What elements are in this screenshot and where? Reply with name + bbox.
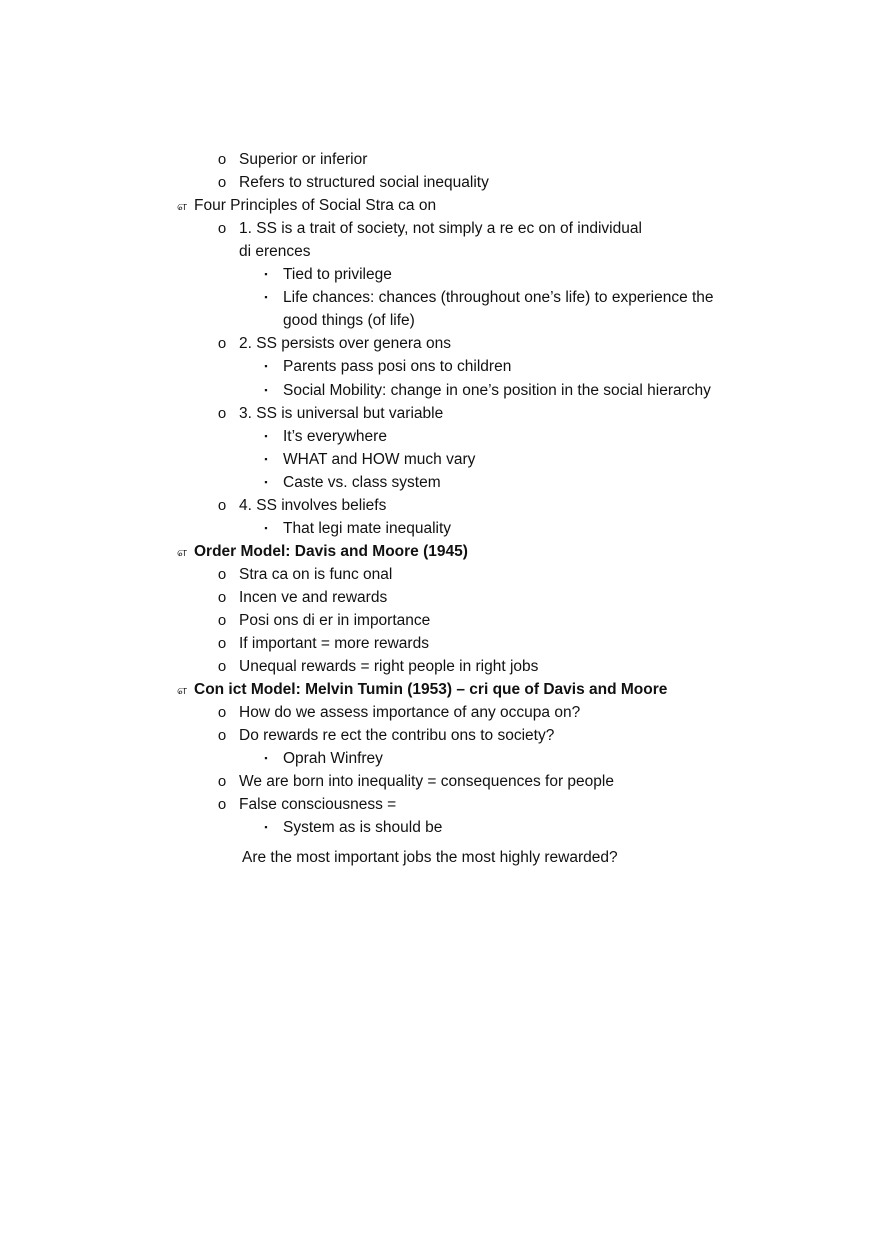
closing-question-text: Are the most important jobs the most highly rewarded? [242, 849, 618, 866]
outline-item-text: Refers to structured social inequality [239, 174, 489, 191]
outline-item-text: Tied to privilege [283, 266, 392, 283]
circle-bullet-icon: o [217, 566, 227, 583]
outline-item-text: Social Mobility: change in one’s position in the social hierarchy [283, 382, 711, 399]
circle-bullet-icon: o [217, 220, 227, 237]
circle-bullet-icon: o [217, 151, 227, 168]
outline-item-text: If important = more rewards [239, 635, 429, 652]
outline-item-text: Stra ca on is func onal [239, 566, 393, 583]
square-bullet-icon: ▪ [264, 292, 268, 302]
outline-item-text: WHAT and HOW much vary [283, 451, 476, 468]
square-bullet-icon: ▪ [264, 269, 268, 279]
square-bullet-icon: ▪ [264, 753, 268, 763]
outline-item-text: Superior or inferior [239, 151, 368, 168]
outline-item-text: 2. SS persists over genera ons [239, 335, 451, 352]
outline-item-text: It’s everywhere [283, 428, 387, 445]
square-bullet-icon: ▪ [264, 822, 268, 832]
circle-bullet-icon: o [217, 704, 227, 721]
square-bullet-icon: ▪ [264, 385, 268, 395]
outline-item-text: System as is should be [283, 819, 443, 836]
flourish-bullet-icon: எ [176, 198, 188, 213]
outline-item-text: False consciousness = [239, 796, 397, 813]
circle-bullet-icon: o [217, 796, 227, 813]
outline-item-text: Unequal rewards = right people in right jobs [239, 658, 539, 675]
circle-bullet-icon: o [217, 589, 227, 606]
square-bullet-icon: ▪ [264, 454, 268, 464]
outline-item-text: Life chances: chances (throughout one’s life) to experience the [283, 289, 714, 306]
circle-bullet-icon: o [217, 635, 227, 652]
outline-item-text: Posi ons di er in importance [239, 612, 431, 629]
circle-bullet-icon: o [217, 335, 227, 352]
outline-item-text: How do we assess importance of any occupa on? [239, 704, 581, 721]
outline-item-text: di erences [239, 243, 311, 260]
circle-bullet-icon: o [217, 773, 227, 790]
outline-item-text: good things (of life) [283, 312, 415, 329]
flourish-bullet-icon: எ [176, 544, 188, 559]
circle-bullet-icon: o [217, 174, 227, 191]
flourish-bullet-icon: எ [176, 682, 188, 697]
square-bullet-icon: ▪ [264, 431, 268, 441]
outline-item-text: 1. SS is a trait of society, not simply a re ec on of individual [239, 220, 642, 237]
outline-item-text: 3. SS is universal but variable [239, 405, 444, 422]
outline-item-text: Con ict Model: Melvin Tumin (1953) – cri que of Davis and Moore [194, 681, 668, 698]
square-bullet-icon: ▪ [264, 361, 268, 371]
outline-item-text: Order Model: Davis and Moore (1945) [194, 543, 468, 560]
outline-item-text: We are born into inequality = consequences for people [239, 773, 614, 790]
outline-item-text: Four Principles of Social Stra ca on [194, 197, 437, 214]
square-bullet-icon: ▪ [264, 523, 268, 533]
circle-bullet-icon: o [217, 497, 227, 514]
outline-item-text: 4. SS involves beliefs [239, 497, 387, 514]
outline-item-text: Incen ve and rewards [239, 589, 388, 606]
outline-item-text: Oprah Winfrey [283, 750, 383, 767]
circle-bullet-icon: o [217, 612, 227, 629]
circle-bullet-icon: o [217, 727, 227, 744]
circle-bullet-icon: o [217, 405, 227, 422]
outline-item-text: Do rewards re ect the contribu ons to society? [239, 727, 555, 744]
circle-bullet-icon: o [217, 658, 227, 675]
outline-item-text: That legi mate inequality [283, 520, 452, 537]
outline-item-text: Caste vs. class system [283, 474, 441, 491]
square-bullet-icon: ▪ [264, 477, 268, 487]
outline-item-text: Parents pass posi ons to children [283, 358, 512, 375]
